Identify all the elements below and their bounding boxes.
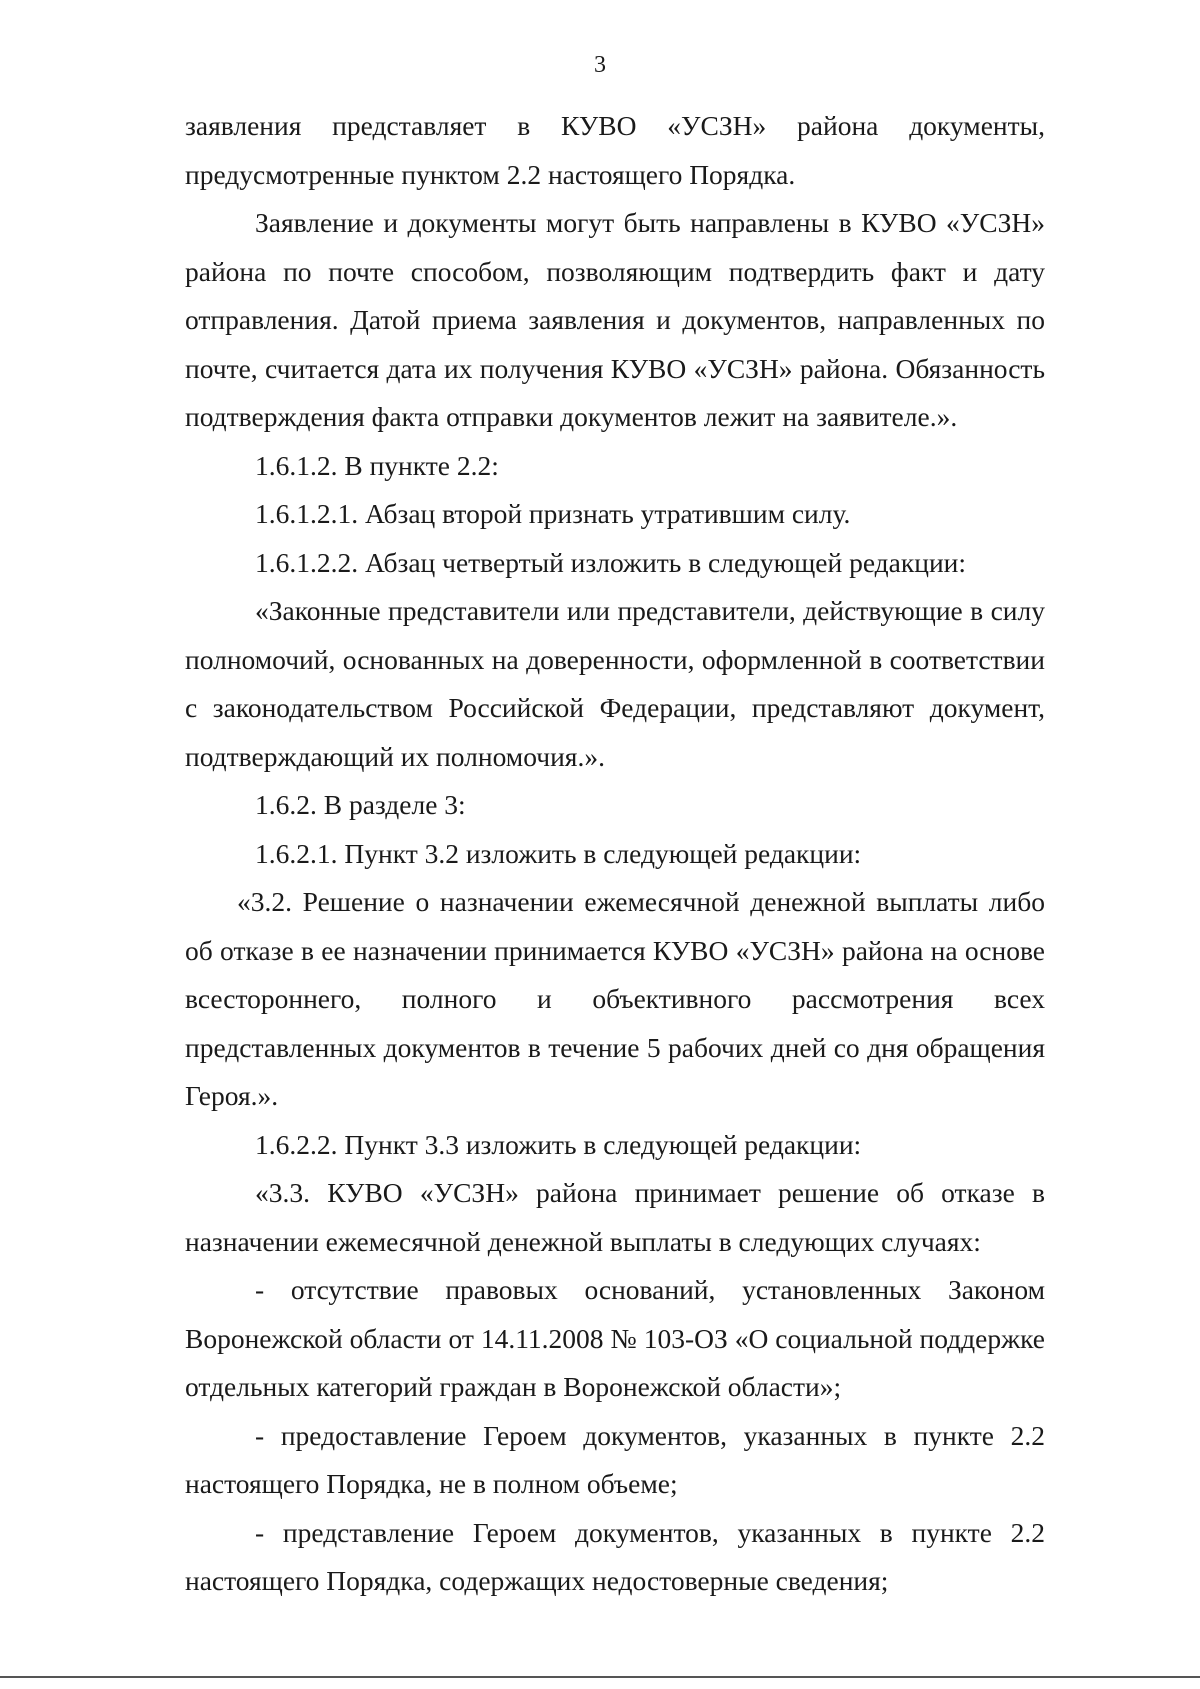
document-body — [185, 102, 1045, 1606]
list-item-no-legal-grounds: - отсутствие правовых оснований, установленных Законом Воронежской области от 14.11.2008 № 103-ОЗ «О социальной поддержке отдельных категорий граждан в Воронежской области»; — [185, 1274, 1045, 1402]
page-number: 3 — [594, 52, 606, 78]
list-item-false-information: - представление Героем документов, указанных в пункте 2.2 настоящего Порядка, содержащих недостоверные сведения; — [185, 1516, 1045, 1596]
list-item-incomplete-documents: - предоставление Героем документов, указанных в пункте 2.2 настоящего Порядка, не в полном объеме; — [185, 1419, 1045, 1499]
paragraph-clause-3-2: «3.2. Решение о назначении ежемесячной денежной выплаты либо об отказе в ее назначении принимается КУВО «УСЗН» района на основе всестороннего, полного и объективного рассмотрения всех представленных документов в течение 5 рабочих дней со дня обращения Героя.». — [185, 886, 1045, 1111]
paragraph-legal-representatives: «Законные представители или представители, действующие в силу полномочий, основанных на доверенности, оформленной в соответствии с законодательством Российской Федерации, представляют документ, подтверждающий их полномочия.». — [185, 595, 1045, 772]
paragraph-mail-submission: Заявление и документы могут быть направлены в КУВО «УСЗН» района по почте способом, позволяющим подтвердить факт и дату отправления. Датой приема заявления и документов, направленных по почте, считается дата их получения КУВО «УСЗН» района. Обязанность подтверждения факта отправки документов лежит на заявителе.». — [185, 207, 1045, 432]
paragraph-item-1-6-1-2-2: 1.6.1.2.2. Абзац четвертый изложить в следующей редакции: — [255, 546, 967, 578]
bottom-scan-edge — [0, 1676, 1200, 1678]
paragraph-item-1-6-2: 1.6.2. В разделе 3: — [255, 789, 466, 820]
paragraph-item-1-6-2-2: 1.6.2.2. Пункт 3.3 изложить в следующей редакции: — [255, 1128, 862, 1160]
paragraph-item-1-6-2-1: 1.6.2.1. Пункт 3.2 изложить в следующей редакции: — [255, 837, 862, 869]
paragraph-continuation: заявления представляет в КУВО «УСЗН» района документы, предусмотренные пунктом 2.2 настоящего Порядка. — [185, 110, 1045, 190]
paragraph-item-1-6-1-2: 1.6.1.2. В пункте 2.2: — [255, 449, 499, 481]
paragraph-item-1-6-1-2-1: 1.6.1.2.1. Абзац второй признать утратившим силу. — [255, 498, 851, 529]
paragraph-clause-3-3: «3.3. КУВО «УСЗН» района принимает решение об отказе в назначении ежемесячной денежной выплаты в следующих случаях: — [185, 1177, 1045, 1257]
